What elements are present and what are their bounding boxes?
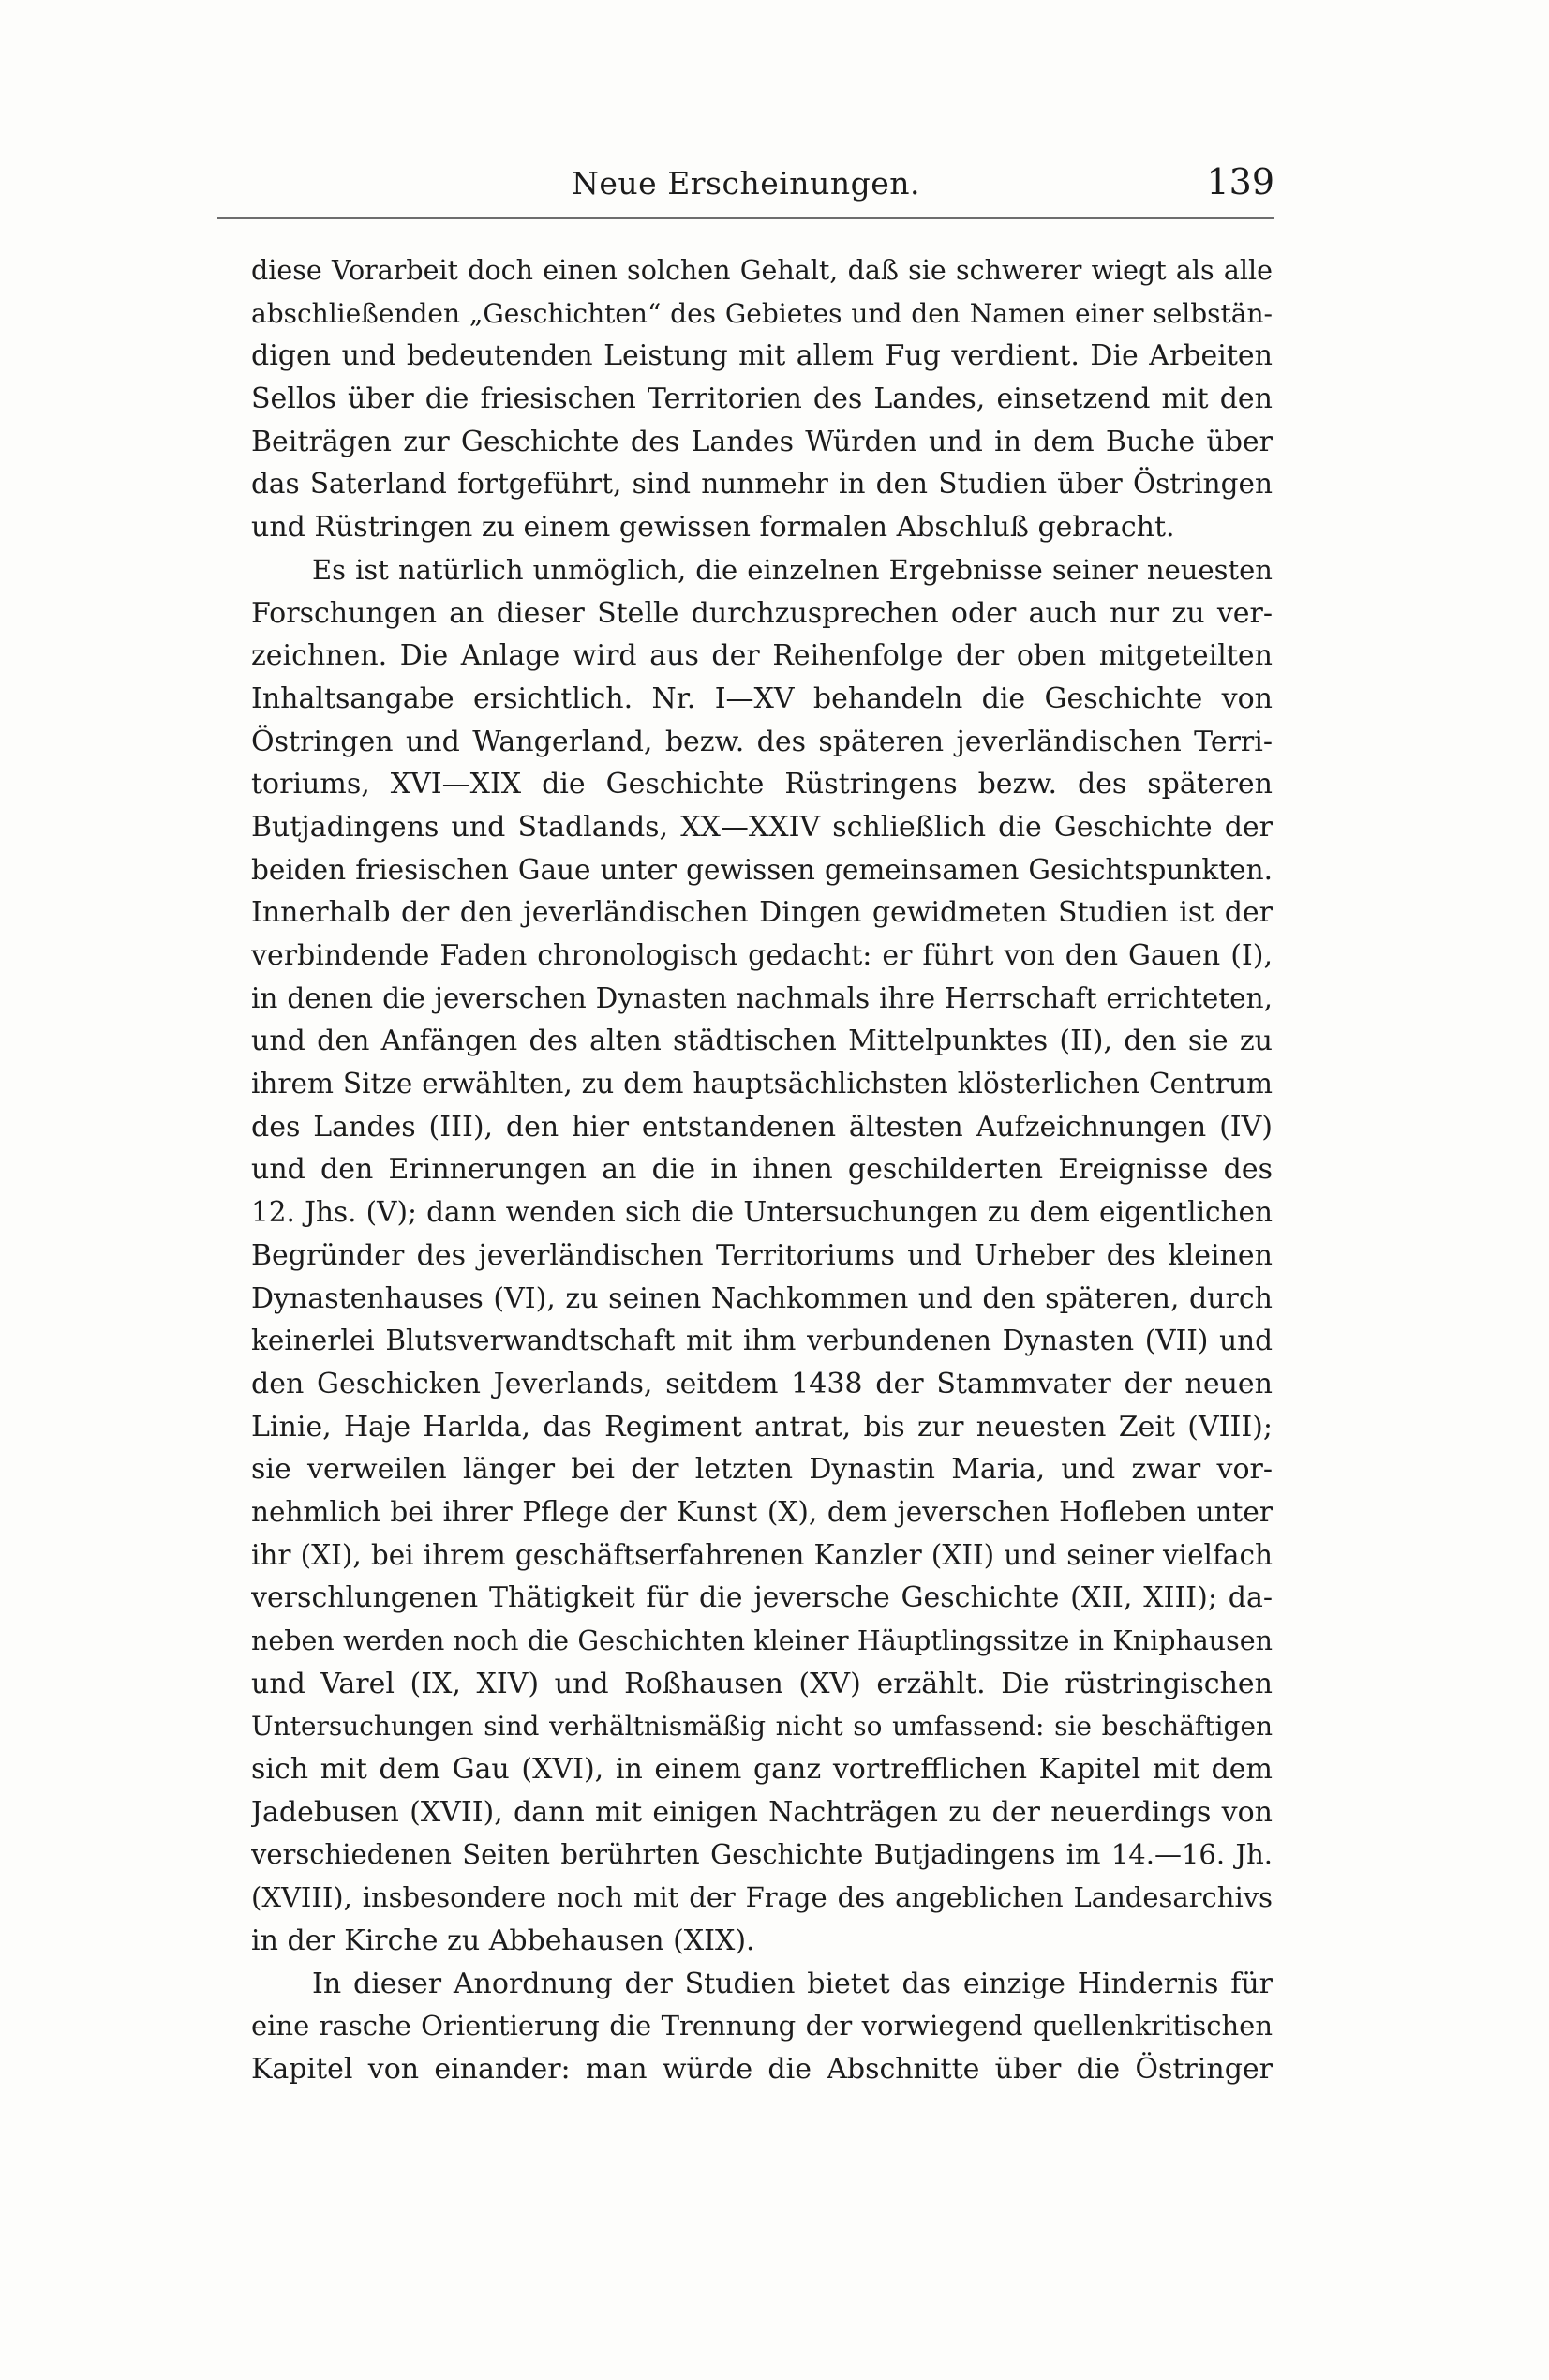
text-line: sie verweilen länger bei der letzten Dynastin Maria, und zwar vor- (251, 1453, 1273, 1487)
text-line: Untersuchungen sind verhältnismäßig nicht so umfassend: sie beschäftigen (251, 1711, 1273, 1743)
running-head (217, 157, 1274, 214)
text-line: neben werden noch die Geschichten kleiner Häuptlingssitze in Kniphausen (251, 1625, 1273, 1656)
text-line: 12. Jhs. (V); dann wenden sich die Untersuchungen zu dem eigentlichen (251, 1196, 1273, 1229)
text-line: und den Erinnerungen an die in ihnen geschilderten Ereignisse des (251, 1153, 1273, 1187)
text-line: Jadebusen (XVII), dann mit einigen Nachträgen zu der neuerdings von (251, 1795, 1273, 1829)
text-line: verschlungenen Thätigkeit für die jeversche Geschichte (XII, XIII); da- (251, 1581, 1273, 1615)
header-rule (217, 217, 1274, 219)
text-line: des Landes (III), den hier entstandenen ältesten Aufzeichnungen (IV) (251, 1110, 1273, 1144)
text-line: diese Vorarbeit doch einen solchen Gehalt, daß sie schwerer wiegt als alle (251, 255, 1273, 286)
text-line: toriums, XVI—XIX die Geschichte Rüstringens bezw. des späteren (251, 768, 1273, 801)
text-line: abschließenden „Geschichten“ des Gebietes und den Namen einer selbstän- (251, 297, 1273, 329)
text-line: Es ist natürlich unmöglich, die einzelnen Ergebnisse seiner neuesten (312, 553, 1273, 586)
text-line: ihr (XI), bei ihrem geschäftserfahrenen Kanzler (XII) und seiner vielfach (251, 1538, 1273, 1571)
text-line: Beiträgen zur Geschichte des Landes Würden und in dem Buche über (251, 425, 1273, 458)
text-line: Sellos über die friesischen Territorien des Landes, einsetzend mit den (251, 382, 1273, 416)
text-line: verbindende Faden chronologisch gedacht: er führt von den Gauen (I), (251, 939, 1273, 972)
text-line: und den Anfängen des alten städtischen Mittelpunktes (II), den sie zu (251, 1025, 1273, 1058)
running-head-title: Neue Erscheinungen. (572, 165, 920, 202)
text-line: in der Kirche zu Abbehausen (XIX). (251, 1923, 755, 1957)
text-line: beiden friesischen Gaue unter gewissen gemeinsamen Gesichtspunkten. (251, 853, 1273, 886)
text-line: zeichnen. Die Anlage wird aus der Reihenfolge der oben mitgeteilten (251, 639, 1273, 673)
text-line: nehmlich bei ihrer Pflege der Kunst (X), dem jeverschen Hofleben unter (251, 1495, 1273, 1528)
text-line: In dieser Anordnung der Studien bietet das einzige Hindernis für (312, 1967, 1273, 2000)
text-line: Dynastenhauses (VI), zu seinen Nachkommen und den späteren, durch (251, 1281, 1273, 1315)
text-line: und Varel (IX, XIV) und Roßhausen (XV) erzählt. Die rüstringischen (251, 1667, 1273, 1700)
text-line: das Saterland fortgeführt, sind nunmehr in den Studien über Östringen (251, 468, 1273, 501)
text-line: Forschungen an dieser Stelle durchzusprechen oder auch nur zu ver- (251, 596, 1273, 630)
text-line: digen und bedeutenden Leistung mit allem Fug verdient. Die Arbeiten (251, 339, 1273, 373)
page-number: 139 (1206, 161, 1274, 202)
text-line: ihrem Sitze erwählten, zu dem hauptsächlichsten klösterlichen Centrum (251, 1068, 1273, 1100)
text-line: Innerhalb der den jeverländischen Dingen gewidmeten Studien ist der (251, 896, 1273, 930)
text-line: Begründer des jeverländischen Territoriums und Urheber des kleinen (251, 1238, 1273, 1272)
text-line: eine rasche Orientierung die Trennung der vorwiegend quellenkritischen (251, 2010, 1273, 2043)
text-line: in denen die jeverschen Dynasten nachmals ihre Herrschaft errichteten, (251, 981, 1273, 1014)
body-text (251, 249, 1273, 2091)
text-line: verschiedenen Seiten berührten Geschichte Butjadingens im 14.—16. Jh. (251, 1838, 1273, 1871)
text-line: keinerlei Blutsverwandtschaft mit ihm verbundenen Dynasten (VII) und (251, 1325, 1273, 1357)
text-line: und Rüstringen zu einem gewissen formalen Abschluß gebracht. (251, 511, 1175, 545)
text-line: Kapitel von einander: man würde die Abschnitte über die Östringer (251, 2052, 1273, 2086)
text-line: Östringen und Wangerland, bezw. des späteren jeverländischen Terri- (251, 725, 1273, 758)
text-line: (XVIII), insbesondere noch mit der Frage des angeblichen Landesarchivs (251, 1881, 1273, 1914)
text-line: den Geschicken Jeverlands, seitdem 1438 der Stammvater der neuen (251, 1367, 1273, 1400)
text-line: Butjadingens und Stadlands, XX—XXIV schließlich die Geschichte der (251, 810, 1273, 844)
text-line: Linie, Haje Harlda, das Regiment antrat, bis zur neuesten Zeit (VIII); (251, 1410, 1273, 1444)
text-line: Inhaltsangabe ersichtlich. Nr. I—XV behandeln die Geschichte von (251, 681, 1273, 715)
text-line: sich mit dem Gau (XVI), in einem ganz vortrefflichen Kapitel mit dem (251, 1753, 1273, 1787)
